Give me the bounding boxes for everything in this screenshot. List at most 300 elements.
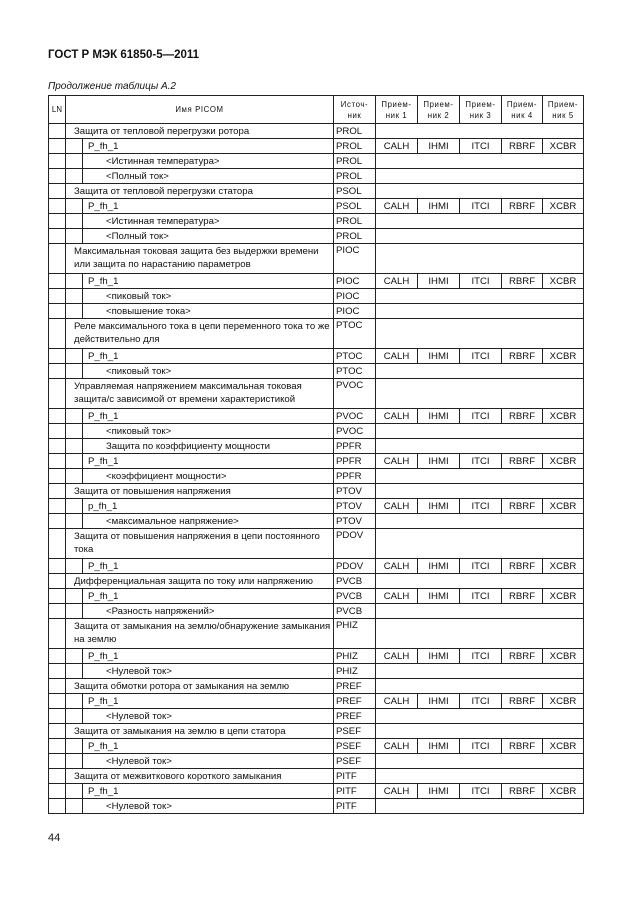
ln-cell: [49, 124, 66, 139]
ln-cell: [49, 784, 66, 799]
source-cell: PTOV: [334, 514, 376, 529]
receiver-cell: ITCI: [460, 499, 502, 514]
table-row: [49, 739, 584, 754]
indent-cell: [66, 229, 83, 244]
ln-cell: [49, 244, 66, 274]
ln-cell: [49, 169, 66, 184]
ln-cell: [49, 649, 66, 664]
receiver-empty-cell: [376, 484, 584, 499]
ln-cell: [49, 664, 66, 679]
receiver-cell: CALH: [376, 649, 418, 664]
receiver-cell: XCBR: [543, 589, 584, 604]
ln-cell: [49, 469, 66, 484]
picom-group-name: Защита от повышения напряжения: [66, 484, 334, 499]
receiver-cell: XCBR: [543, 199, 584, 214]
receiver-cell: IHMI: [418, 409, 460, 424]
indent-cell: [66, 274, 83, 289]
ln-cell: [49, 379, 66, 409]
table-row: [49, 244, 584, 274]
receiver-cell: CALH: [376, 409, 418, 424]
receiver-empty-cell: [376, 304, 584, 319]
receiver-cell: XCBR: [543, 139, 584, 154]
receiver-cell: RBRF: [502, 499, 543, 514]
receiver-cell: RBRF: [502, 739, 543, 754]
picom-name: P_fh_1: [83, 409, 334, 424]
receiver-cell: IHMI: [418, 454, 460, 469]
receiver-cell: RBRF: [502, 199, 543, 214]
receiver-cell: XCBR: [543, 694, 584, 709]
ln-cell: [49, 274, 66, 289]
picom-name: <максимальное напряжение>: [83, 514, 334, 529]
source-cell: PTOC: [334, 319, 376, 349]
picom-group-name: Защита от тепловой перегрузки статора: [66, 184, 334, 199]
source-cell: PHIZ: [334, 664, 376, 679]
source-cell: PSOL: [334, 199, 376, 214]
source-cell: PROL: [334, 154, 376, 169]
picom-name: <пиковый ток>: [83, 289, 334, 304]
source-cell: PDOV: [334, 559, 376, 574]
receiver-cell: IHMI: [418, 499, 460, 514]
table-row: [49, 604, 584, 619]
receiver-cell: RBRF: [502, 409, 543, 424]
table-row: [49, 754, 584, 769]
receiver-cell: IHMI: [418, 739, 460, 754]
receiver-cell: IHMI: [418, 694, 460, 709]
document-header: ГОСТ Р МЭК 61850-5—2011: [48, 49, 200, 61]
receiver-empty-cell: [376, 154, 584, 169]
indent-cell: [66, 289, 83, 304]
receiver-empty-cell: [376, 289, 584, 304]
indent-cell: [66, 469, 83, 484]
receiver-cell: RBRF: [502, 349, 543, 364]
ln-cell: [49, 184, 66, 199]
ln-cell: [49, 799, 66, 814]
receiver-cell: CALH: [376, 274, 418, 289]
header-receiver-1: Прием-ник 1: [376, 96, 418, 124]
receiver-empty-cell: [376, 214, 584, 229]
indent-cell: [66, 784, 83, 799]
table-row: [49, 379, 584, 409]
picom-name: <пиковый ток>: [83, 424, 334, 439]
indent-cell: [66, 709, 83, 724]
indent-cell: [66, 559, 83, 574]
receiver-cell: CALH: [376, 349, 418, 364]
receiver-cell: CALH: [376, 694, 418, 709]
source-cell: PITF: [334, 799, 376, 814]
source-cell: PPFR: [334, 439, 376, 454]
picom-name: <Нулевой ток>: [83, 664, 334, 679]
receiver-cell: XCBR: [543, 649, 584, 664]
table-row: [49, 409, 584, 424]
receiver-cell: IHMI: [418, 139, 460, 154]
picom-group-name: Защита от замыкания на землю/обнаружение замыкания на землю: [66, 619, 334, 649]
picom-name: P_fh_1: [83, 694, 334, 709]
picom-name: <Разность напряжений>: [83, 604, 334, 619]
picom-table: [48, 95, 584, 814]
ln-cell: [49, 229, 66, 244]
ln-cell: [49, 319, 66, 349]
source-cell: PHIZ: [334, 619, 376, 649]
receiver-empty-cell: [376, 229, 584, 244]
receiver-cell: IHMI: [418, 559, 460, 574]
table-row: [49, 664, 584, 679]
ln-cell: [49, 679, 66, 694]
receiver-cell: RBRF: [502, 454, 543, 469]
indent-cell: [66, 514, 83, 529]
picom-name: <Нулевой ток>: [83, 754, 334, 769]
header-receiver-5: Прием-ник 5: [543, 96, 584, 124]
receiver-cell: CALH: [376, 784, 418, 799]
picom-name: <коэффициент мощности>: [83, 469, 334, 484]
receiver-cell: XCBR: [543, 409, 584, 424]
source-cell: PVOC: [334, 424, 376, 439]
picom-name: Защита по коэффициенту мощности: [83, 439, 334, 454]
indent-cell: [66, 799, 83, 814]
indent-cell: [66, 364, 83, 379]
picom-name: <Полный ток>: [83, 229, 334, 244]
source-cell: PPFR: [334, 469, 376, 484]
source-cell: PHIZ: [334, 649, 376, 664]
receiver-empty-cell: [376, 529, 584, 559]
ln-cell: [49, 619, 66, 649]
receiver-empty-cell: [376, 169, 584, 184]
ln-cell: [49, 154, 66, 169]
receiver-empty-cell: [376, 514, 584, 529]
source-cell: PREF: [334, 694, 376, 709]
table-row: [49, 679, 584, 694]
receiver-cell: ITCI: [460, 274, 502, 289]
source-cell: PTOC: [334, 364, 376, 379]
receiver-cell: XCBR: [543, 559, 584, 574]
indent-cell: [66, 454, 83, 469]
receiver-empty-cell: [376, 619, 584, 649]
indent-cell: [66, 409, 83, 424]
table-row: [49, 499, 584, 514]
table-row: [49, 469, 584, 484]
picom-group-name: Защита обмотки ротора от замыкания на землю: [66, 679, 334, 694]
picom-group-name: Защита от замыкания на землю в цепи статора: [66, 724, 334, 739]
receiver-cell: XCBR: [543, 784, 584, 799]
receiver-cell: ITCI: [460, 784, 502, 799]
receiver-empty-cell: [376, 799, 584, 814]
receiver-cell: CALH: [376, 499, 418, 514]
table-row: [49, 424, 584, 439]
source-cell: PSEF: [334, 724, 376, 739]
receiver-cell: CALH: [376, 589, 418, 604]
ln-cell: [49, 484, 66, 499]
ln-cell: [49, 514, 66, 529]
table-row: [49, 799, 584, 814]
source-cell: PROL: [334, 229, 376, 244]
indent-cell: [66, 214, 83, 229]
header-receiver-4: Прием-ник 4: [502, 96, 543, 124]
receiver-cell: RBRF: [502, 784, 543, 799]
source-cell: PTOC: [334, 349, 376, 364]
table-row: [49, 484, 584, 499]
indent-cell: [66, 589, 83, 604]
picom-name: P_fh_1: [83, 199, 334, 214]
receiver-empty-cell: [376, 574, 584, 589]
picom-name: P_fh_1: [83, 274, 334, 289]
table-header-row: [49, 96, 584, 124]
picom-name: <Истинная температура>: [83, 214, 334, 229]
indent-cell: [66, 694, 83, 709]
receiver-cell: CALH: [376, 139, 418, 154]
source-cell: PTOV: [334, 499, 376, 514]
receiver-empty-cell: [376, 604, 584, 619]
picom-name: P_fh_1: [83, 454, 334, 469]
receiver-cell: ITCI: [460, 589, 502, 604]
indent-cell: [66, 199, 83, 214]
ln-cell: [49, 574, 66, 589]
picom-group-name: Защита от повышения напряжения в цепи постоянного тока: [66, 529, 334, 559]
indent-cell: [66, 739, 83, 754]
receiver-cell: RBRF: [502, 649, 543, 664]
table-row: [49, 154, 584, 169]
table-row: [49, 559, 584, 574]
table-row: [49, 349, 584, 364]
ln-cell: [49, 694, 66, 709]
source-cell: PVCB: [334, 589, 376, 604]
receiver-empty-cell: [376, 664, 584, 679]
ln-cell: [49, 199, 66, 214]
picom-name: <Истинная температура>: [83, 154, 334, 169]
indent-cell: [66, 439, 83, 454]
receiver-empty-cell: [376, 124, 584, 139]
table-row: [49, 619, 584, 649]
source-cell: PITF: [334, 769, 376, 784]
ln-cell: [49, 709, 66, 724]
table-row: [49, 529, 584, 559]
table-row: [49, 199, 584, 214]
receiver-cell: RBRF: [502, 694, 543, 709]
table-row: [49, 514, 584, 529]
receiver-cell: CALH: [376, 199, 418, 214]
header-ln: LN: [49, 96, 66, 124]
receiver-cell: RBRF: [502, 559, 543, 574]
table-row: [49, 139, 584, 154]
receiver-cell: IHMI: [418, 274, 460, 289]
ln-cell: [49, 604, 66, 619]
indent-cell: [66, 169, 83, 184]
picom-name: P_fh_1: [83, 559, 334, 574]
table-row: [49, 769, 584, 784]
source-cell: PROL: [334, 214, 376, 229]
ln-cell: [49, 139, 66, 154]
receiver-cell: XCBR: [543, 739, 584, 754]
receiver-empty-cell: [376, 709, 584, 724]
header-receiver-2: Прием-ник 2: [418, 96, 460, 124]
picom-group-name: Максимальная токовая защита без выдержки времени или защита по нарастанию параметров: [66, 244, 334, 274]
indent-cell: [66, 604, 83, 619]
receiver-empty-cell: [376, 439, 584, 454]
receiver-cell: CALH: [376, 739, 418, 754]
source-cell: PIOC: [334, 274, 376, 289]
picom-name: P_fh_1: [83, 739, 334, 754]
receiver-empty-cell: [376, 679, 584, 694]
receiver-empty-cell: [376, 184, 584, 199]
table-row: [49, 274, 584, 289]
table-caption: Продолжение таблицы А.2: [48, 81, 176, 92]
source-cell: PROL: [334, 139, 376, 154]
ln-cell: [49, 559, 66, 574]
ln-cell: [49, 769, 66, 784]
ln-cell: [49, 589, 66, 604]
picom-name: P_fh_1: [83, 784, 334, 799]
receiver-cell: ITCI: [460, 739, 502, 754]
receiver-cell: XCBR: [543, 349, 584, 364]
receiver-cell: ITCI: [460, 559, 502, 574]
picom-name: P_fh_1: [83, 139, 334, 154]
ln-cell: [49, 754, 66, 769]
picom-name: <пиковый ток>: [83, 364, 334, 379]
source-cell: PREF: [334, 679, 376, 694]
picom-name: <Полный ток>: [83, 169, 334, 184]
indent-cell: [66, 649, 83, 664]
indent-cell: [66, 304, 83, 319]
source-cell: PTOV: [334, 484, 376, 499]
table-row: [49, 454, 584, 469]
picom-name: <повышение тока>: [83, 304, 334, 319]
table-row: [49, 304, 584, 319]
indent-cell: [66, 754, 83, 769]
receiver-empty-cell: [376, 364, 584, 379]
source-cell: PVOC: [334, 379, 376, 409]
receiver-empty-cell: [376, 244, 584, 274]
indent-cell: [66, 349, 83, 364]
receiver-cell: IHMI: [418, 784, 460, 799]
picom-group-name: Реле максимального тока в цепи переменного тока то же действительно для: [66, 319, 334, 349]
table-row: [49, 439, 584, 454]
source-cell: PREF: [334, 709, 376, 724]
source-cell: PVCB: [334, 574, 376, 589]
receiver-empty-cell: [376, 319, 584, 349]
receiver-cell: XCBR: [543, 274, 584, 289]
source-cell: PSEF: [334, 739, 376, 754]
picom-group-name: Защита от межвиткового короткого замыкания: [66, 769, 334, 784]
receiver-cell: ITCI: [460, 409, 502, 424]
indent-cell: [66, 139, 83, 154]
header-receiver-3: Прием-ник 3: [460, 96, 502, 124]
table-row: [49, 724, 584, 739]
table-row: [49, 214, 584, 229]
ln-cell: [49, 349, 66, 364]
ln-cell: [49, 724, 66, 739]
ln-cell: [49, 214, 66, 229]
picom-name: P_fh_1: [83, 649, 334, 664]
table-row: [49, 124, 584, 139]
source-cell: PIOC: [334, 289, 376, 304]
ln-cell: [49, 739, 66, 754]
indent-cell: [66, 499, 83, 514]
receiver-cell: IHMI: [418, 649, 460, 664]
indent-cell: [66, 154, 83, 169]
receiver-cell: ITCI: [460, 199, 502, 214]
table-row: [49, 184, 584, 199]
table-row: [49, 784, 584, 799]
receiver-cell: RBRF: [502, 139, 543, 154]
receiver-cell: ITCI: [460, 139, 502, 154]
source-cell: PIOC: [334, 244, 376, 274]
ln-cell: [49, 499, 66, 514]
source-cell: PVCB: [334, 604, 376, 619]
receiver-cell: ITCI: [460, 649, 502, 664]
receiver-empty-cell: [376, 754, 584, 769]
table-row: [49, 694, 584, 709]
receiver-cell: IHMI: [418, 349, 460, 364]
picom-group-name: Управляемая напряжением максимальная токовая защита/с зависимой от времени характеристикой: [66, 379, 334, 409]
receiver-cell: IHMI: [418, 199, 460, 214]
receiver-cell: XCBR: [543, 454, 584, 469]
table-row: [49, 319, 584, 349]
receiver-cell: RBRF: [502, 274, 543, 289]
source-cell: PVOC: [334, 409, 376, 424]
receiver-cell: ITCI: [460, 694, 502, 709]
ln-cell: [49, 364, 66, 379]
picom-name: p_fh_1: [83, 499, 334, 514]
source-cell: PSEF: [334, 754, 376, 769]
page-number: 44: [48, 832, 61, 844]
ln-cell: [49, 289, 66, 304]
source-cell: PPFR: [334, 454, 376, 469]
header-source: Источ-ник: [334, 96, 376, 124]
source-cell: PROL: [334, 124, 376, 139]
source-cell: PDOV: [334, 529, 376, 559]
receiver-cell: CALH: [376, 559, 418, 574]
receiver-cell: ITCI: [460, 454, 502, 469]
indent-cell: [66, 664, 83, 679]
source-cell: PROL: [334, 169, 376, 184]
table-row: [49, 574, 584, 589]
table-row: [49, 229, 584, 244]
receiver-cell: ITCI: [460, 349, 502, 364]
receiver-empty-cell: [376, 424, 584, 439]
picom-group-name: Дифференциальная защита по току или напряжению: [66, 574, 334, 589]
picom-name: P_fh_1: [83, 349, 334, 364]
table-row: [49, 169, 584, 184]
receiver-empty-cell: [376, 769, 584, 784]
table-row: [49, 709, 584, 724]
receiver-empty-cell: [376, 469, 584, 484]
receiver-empty-cell: [376, 724, 584, 739]
picom-group-name: Защита от тепловой перегрузки ротора: [66, 124, 334, 139]
ln-cell: [49, 454, 66, 469]
picom-name: <Нулевой ток>: [83, 709, 334, 724]
picom-name: P_fh_1: [83, 589, 334, 604]
indent-cell: [66, 424, 83, 439]
ln-cell: [49, 529, 66, 559]
header-picom-name: Имя PICOM: [66, 96, 334, 124]
table-row: [49, 649, 584, 664]
source-cell: PSOL: [334, 184, 376, 199]
receiver-empty-cell: [376, 379, 584, 409]
ln-cell: [49, 424, 66, 439]
source-cell: PIOC: [334, 304, 376, 319]
receiver-cell: IHMI: [418, 589, 460, 604]
source-cell: PITF: [334, 784, 376, 799]
table-row: [49, 289, 584, 304]
ln-cell: [49, 304, 66, 319]
receiver-cell: CALH: [376, 454, 418, 469]
table-row: [49, 364, 584, 379]
receiver-cell: XCBR: [543, 499, 584, 514]
ln-cell: [49, 409, 66, 424]
table-body: [49, 124, 584, 814]
picom-name: <Нулевой ток>: [83, 799, 334, 814]
table-row: [49, 589, 584, 604]
receiver-cell: RBRF: [502, 589, 543, 604]
ln-cell: [49, 439, 66, 454]
